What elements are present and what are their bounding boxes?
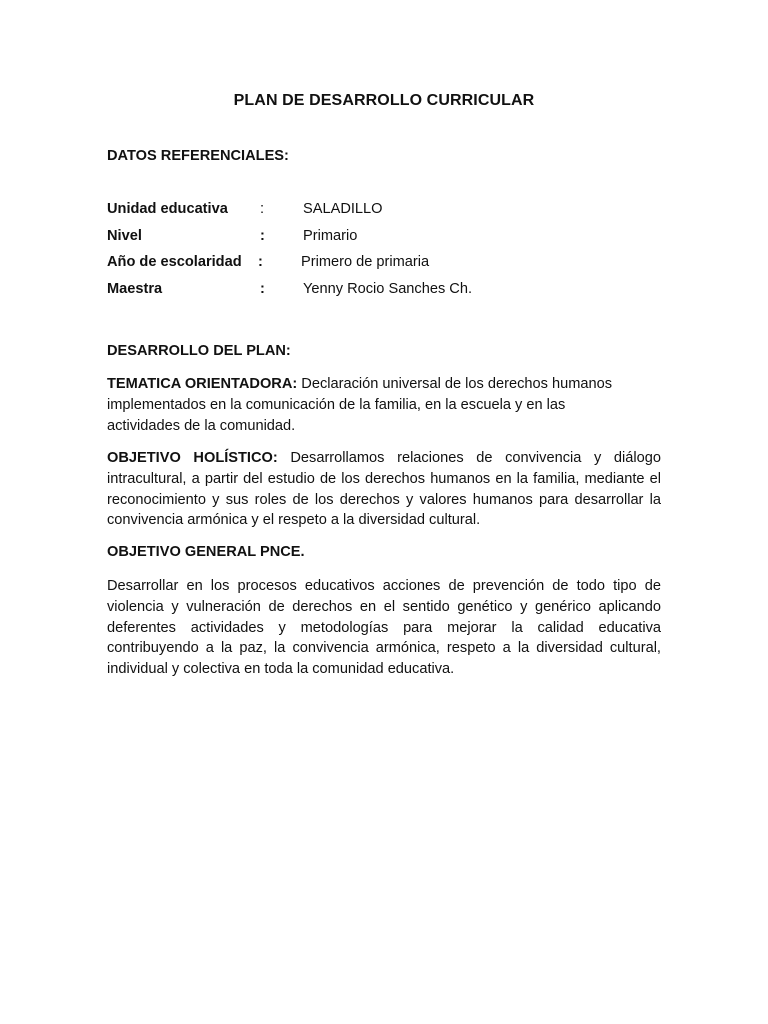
ref-row-unidad-educativa [107, 201, 667, 221]
ref-label: Unidad educativa [107, 201, 228, 217]
ref-label: Maestra [107, 281, 163, 297]
objetivo-general-heading: OBJETIVO GENERAL PNCE. [107, 544, 305, 560]
ref-row-ano-de-escolaridad [107, 254, 667, 274]
tematica-orientadora-text: Declaración universal de los derechos humanos implementados en la comunicación de la familia, en la escuela y en las actividades de la comunidad. [107, 376, 612, 434]
ref-value: Primario [303, 228, 358, 244]
objetivo-holistico-label: OBJETIVO HOLÍSTICO: [107, 450, 278, 466]
tematica-orientadora-label: TEMATICA ORIENTADORA: [107, 376, 298, 392]
ref-colon: : [258, 254, 263, 270]
ref-colon: : [260, 228, 265, 244]
document-title: PLAN DE DESARROLLO CURRICULAR [233, 92, 535, 109]
objetivo-general-paragraph: Desarrollar en los procesos educativos acciones de prevención de todo tipo de violencia y vulneración de derechos en el sentido genético y genérico aplicando deferentes actividades y metodologías para mejorar la calidad educativa contribuyendo a la paz, la convivencia armónica, respeto a la diversidad cultural, individual y colectiva en toda la comunidad educativa. [107, 578, 661, 678]
objetivo-holistico-paragraph [107, 448, 661, 531]
ref-row-maestra [107, 281, 667, 301]
datos-referenciales-heading: DATOS REFERENCIALES: [107, 148, 289, 164]
ref-value: Yenny Rocio Sanches Ch. [303, 281, 473, 297]
objetivo-holistico-text: Desarrollamos relaciones de convivencia y diálogo intracultural, a partir del estudio de los derechos humanos en la familia, mediante el reconocimiento y sus roles de los derechos y valores humanos para desarrollar la convivencia armónica y el respeto a la diversidad cultural. [107, 450, 661, 529]
ref-value: Primero de primaria [301, 254, 430, 270]
ref-label: Nivel [107, 228, 142, 244]
ref-colon: : [260, 281, 265, 297]
ref-colon: : [260, 201, 265, 217]
ref-value: SALADILLO [303, 201, 383, 217]
ref-label: Año de escolaridad [107, 254, 242, 270]
desarrollo-del-plan-heading: DESARROLLO DEL PLAN: [107, 343, 291, 359]
ref-row-nivel [107, 228, 667, 248]
tematica-orientadora-paragraph [107, 374, 637, 436]
